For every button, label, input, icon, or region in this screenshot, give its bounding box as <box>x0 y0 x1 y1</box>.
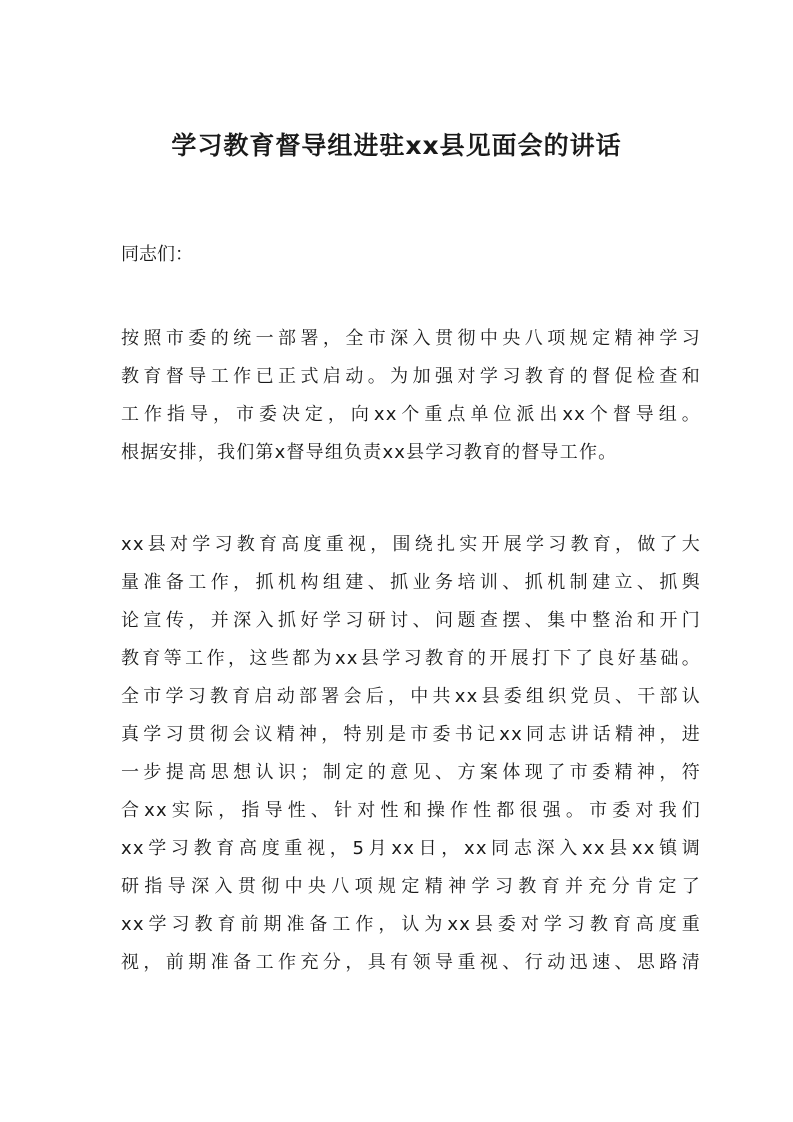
paragraph-line: 教育督导工作已正式启动。为加强对学习教育的督促检查和 <box>121 366 701 387</box>
paragraph-line: xx县对学习教育高度重视，围绕扎实开展学习教育，做了大 <box>121 534 701 555</box>
paragraph-line: 根据安排，我们第x督导组负责xx县学习教育的督导工作。 <box>121 442 618 463</box>
paragraph-line: 视，前期准备工作充分，具有领导重视、行动迅速、思路清 <box>121 952 701 973</box>
paragraph-2 <box>121 526 701 982</box>
paragraph-line: 全市学习教育启动部署会后，中共xx县委组织党员、干部认 <box>121 686 701 707</box>
paragraph-line: 按照市委的统一部署，全市深入贯彻中央八项规定精神学习 <box>121 328 701 349</box>
paragraph-line: 教育等工作，这些都为xx县学习教育的开展打下了良好基础。 <box>121 648 701 669</box>
salutation: 同志们： <box>121 244 193 265</box>
paragraph-line: 一步提高思想认识；制定的意见、方案体现了市委精神，符 <box>121 762 701 783</box>
paragraph-line: 合xx实际，指导性、针对性和操作性都很强。市委对我们 <box>121 800 701 821</box>
paragraph-line: 量准备工作，抓机构组建、抓业务培训、抓机制建立、抓舆 <box>121 572 701 593</box>
document-title: 学习教育督导组进驻xx县见面会的讲话 <box>171 131 622 160</box>
paragraph-line: xx学习教育前期准备工作，认为xx县委对学习教育高度重 <box>121 914 701 935</box>
paragraph-line: 工作指导，市委决定，向xx个重点单位派出xx个督导组。 <box>121 404 701 425</box>
paragraph-line: 研指导深入贯彻中央八项规定精神学习教育并充分肯定了 <box>121 876 701 897</box>
paragraph-line: 论宣传，并深入抓好学习研讨、问题查摆、集中整治和开门 <box>121 610 701 631</box>
paragraph-line: 真学习贯彻会议精神，特别是市委书记xx同志讲话精神，进 <box>121 724 701 745</box>
paragraph-line: xx学习教育高度重视，5月xx日，xx同志深入xx县xx镇调 <box>121 838 701 859</box>
paragraph-1 <box>121 320 701 472</box>
